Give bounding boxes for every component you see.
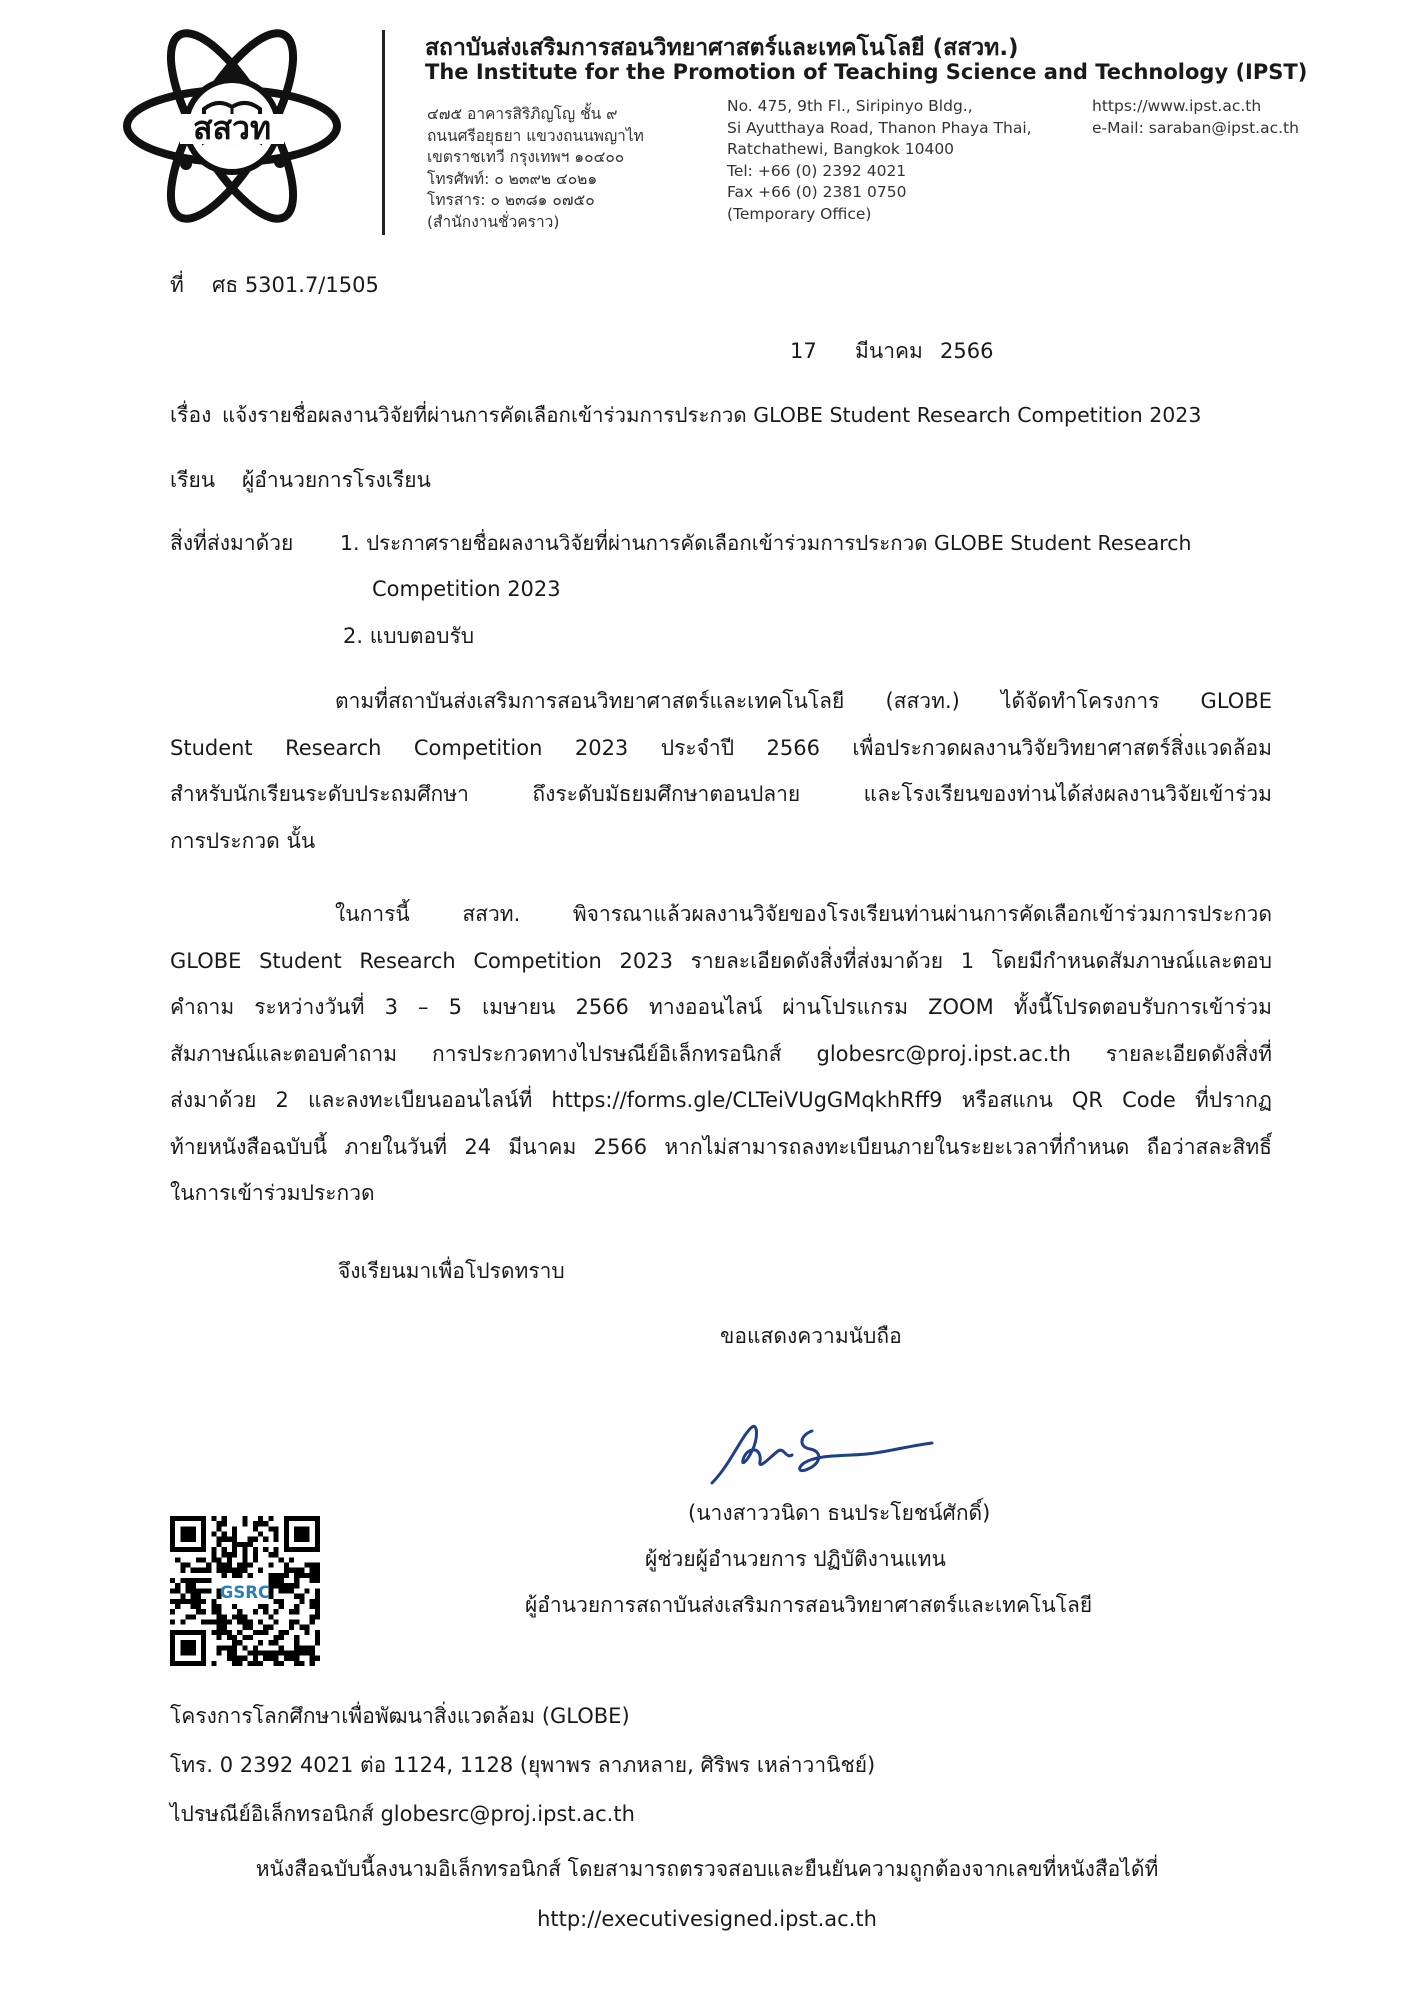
registration-qr-code[interactable] bbox=[170, 1516, 320, 1666]
handwritten-signature bbox=[700, 1405, 940, 1500]
signer-title-2: ผู้อำนวยการสถาบันส่งเสริมการสอนวิทยาศาสตร์และเทคโนโลยี bbox=[525, 1593, 1093, 1617]
paragraph-1: ตามที่สถาบันส่งเสริมการสอนวิทยาศาสตร์และเทคโนโลยี (สสวท.) ได้จัดทำโครงการ GLOBE Student Research Competition 2023 ประจำปี 2566 เพื่อประกวดผลงานวิจัยวิทยาศาสตร์สิ่งแวดล้อม สำหรับนักเรียนระดับประถมศึกษา ถึงระดับมัธยมศึกษาตอนปลาย และโรงเรียนของท่านได้ส่งผลงานวิจัยเข้าร่วม การประกวด นั้น bbox=[170, 689, 1272, 853]
email-link[interactable]: e-Mail: saraban@ipst.ac.th bbox=[1092, 118, 1299, 137]
enclosure-2: 2. แบบตอบรับ bbox=[343, 624, 475, 648]
verification-note: หนังสือฉบับนี้ลงนามอิเล็กทรอนิกส์ โดยสามารถตรวจสอบและยืนยันความถูกต้องจากเลขที่หนังสือได้ที่ bbox=[255, 1857, 1159, 1881]
enclosures-label: สิ่งที่ส่งมาด้วย bbox=[170, 531, 294, 555]
qr-center-label: GSRC bbox=[219, 1583, 271, 1603]
regards: ขอแสดงความนับถือ bbox=[720, 1324, 902, 1348]
signer-title-1: ผู้ช่วยผู้อำนวยการ ปฏิบัติงานแทน bbox=[645, 1547, 946, 1571]
closing-line: จึงเรียนมาเพื่อโปรดทราบ bbox=[338, 1259, 565, 1283]
org-name-english: The Institute for the Promotion of Teaching Science and Technology (IPST) bbox=[425, 60, 1308, 84]
paragraph-2: ในการนี้ สสวท. พิจารณาแล้วผลงานวิจัยของโรงเรียนท่านผ่านการคัดเลือกเข้าร่วมการประกวด GLOBE Student Research Competition 2023 รายละเอียดดังสิ่งที่ส่งมาด้วย 1 โดยมีกำหนดสัมภาษณ์และตอบ คำถาม ระหว่างวันที่ 3 – 5 เมษายน 2566 ทางออนไลน์ ผ่านโปรแกรม ZOOM ทั้งนี้โปรดตอบรับการเข้าร่วม สัมภาษณ์และตอบคำถาม การประกวดทางไปรษณีย์อิเล็กทรอนิกส์ globesrc@proj.ipst.ac.th รายละเอียดดังสิ่งที่ ส่งมาด้วย 2 และลงทะเบียนออนไลน์ที่ https://forms.gle/CLTeiVUgGMqkhRff9 หรือสแกน QR Code ที่ปรากฏ ท้ายหนังสือฉบับนี้ ภายในวันที่ 24 มีนาคม 2566 หากไม่สามารถลงทะเบียนภายในระยะเวลาที่กำหนด ถือว่าสละสิทธิ์ ในการเข้าร่วมประกวด bbox=[170, 902, 1272, 1205]
date-month: มีนาคม bbox=[855, 339, 923, 363]
footer-email: ไปรษณีย์อิเล็กทรอนิกส์ globesrc@proj.ipst.ac.th bbox=[170, 1802, 635, 1826]
reference-number: ศธ 5301.7/1505 bbox=[212, 273, 379, 297]
signer-name: (นางสาววนิดา ธนประโยชน์ศักดิ์) bbox=[688, 1501, 991, 1525]
salutation-label: เรียน bbox=[170, 468, 216, 492]
website-link[interactable]: https://www.ipst.ac.th bbox=[1092, 97, 1262, 115]
salutation-recipient: ผู้อำนวยการโรงเรียน bbox=[242, 468, 431, 492]
enclosure-1: 1. ประกาศรายชื่อผลงานวิจัยที่ผ่านการคัดเลือกเข้าร่วมการประกวด GLOBE Student Research bbox=[340, 531, 1192, 555]
footer-project: โครงการโลกศึกษาเพื่อพัฒนาสิ่งแวดล้อม (GLOBE) bbox=[170, 1704, 630, 1728]
reference-label: ที่ bbox=[170, 273, 184, 297]
footer-phone: โทร. 0 2392 4021 ต่อ 1124, 1128 (ยุพาพร ลาภหลาย, ศิริพร เหล่าวานิชย์) bbox=[170, 1753, 876, 1777]
contact-web bbox=[1092, 96, 1299, 139]
ipst-logo bbox=[120, 14, 345, 239]
enclosure-1-continued: Competition 2023 bbox=[372, 577, 561, 601]
letterhead-divider bbox=[382, 30, 385, 235]
address-english: No. 475, 9th Fl., Siripinyo Bldg., Si Ayutthaya Road, Thanon Phaya Thai, Ratchathewi, Bangkok 10400 Tel: +66 (0) 2392 4021 Fax +66 (0) 2381 0750 (Temporary Office) bbox=[727, 97, 1032, 223]
date-day: 17 bbox=[790, 339, 817, 363]
address-thai: ๔๗๕ อาคารสิริภิญโญ ชั้น ๙ ถนนศรีอยุธยา แขวงถนนพญาไท เขตราชเทวี กรุงเทพฯ ๑๐๔๐๐ โทรศัพท์: ๐ ๒๓๙๒ ๔๐๒๑ โทรสาร: ๐ ๒๓๘๑ ๐๗๕๐ (สำนักงานชั่วคราว) bbox=[427, 105, 644, 231]
org-name-thai: สถาบันส่งเสริมการสอนวิทยาศาสตร์และเทคโนโลยี (สสวท.) bbox=[425, 35, 1019, 61]
subject-label: เรื่อง bbox=[170, 403, 212, 427]
date-year: 2566 bbox=[940, 339, 994, 363]
subject-text: แจ้งรายชื่อผลงานวิจัยที่ผ่านการคัดเลือกเข้าร่วมการประกวด GLOBE Student Research Competition 2023 bbox=[222, 403, 1202, 427]
verification-url[interactable]: http://executivesigned.ipst.ac.th bbox=[537, 1907, 877, 1931]
svg-text:สสวท: สสวท bbox=[192, 109, 272, 147]
